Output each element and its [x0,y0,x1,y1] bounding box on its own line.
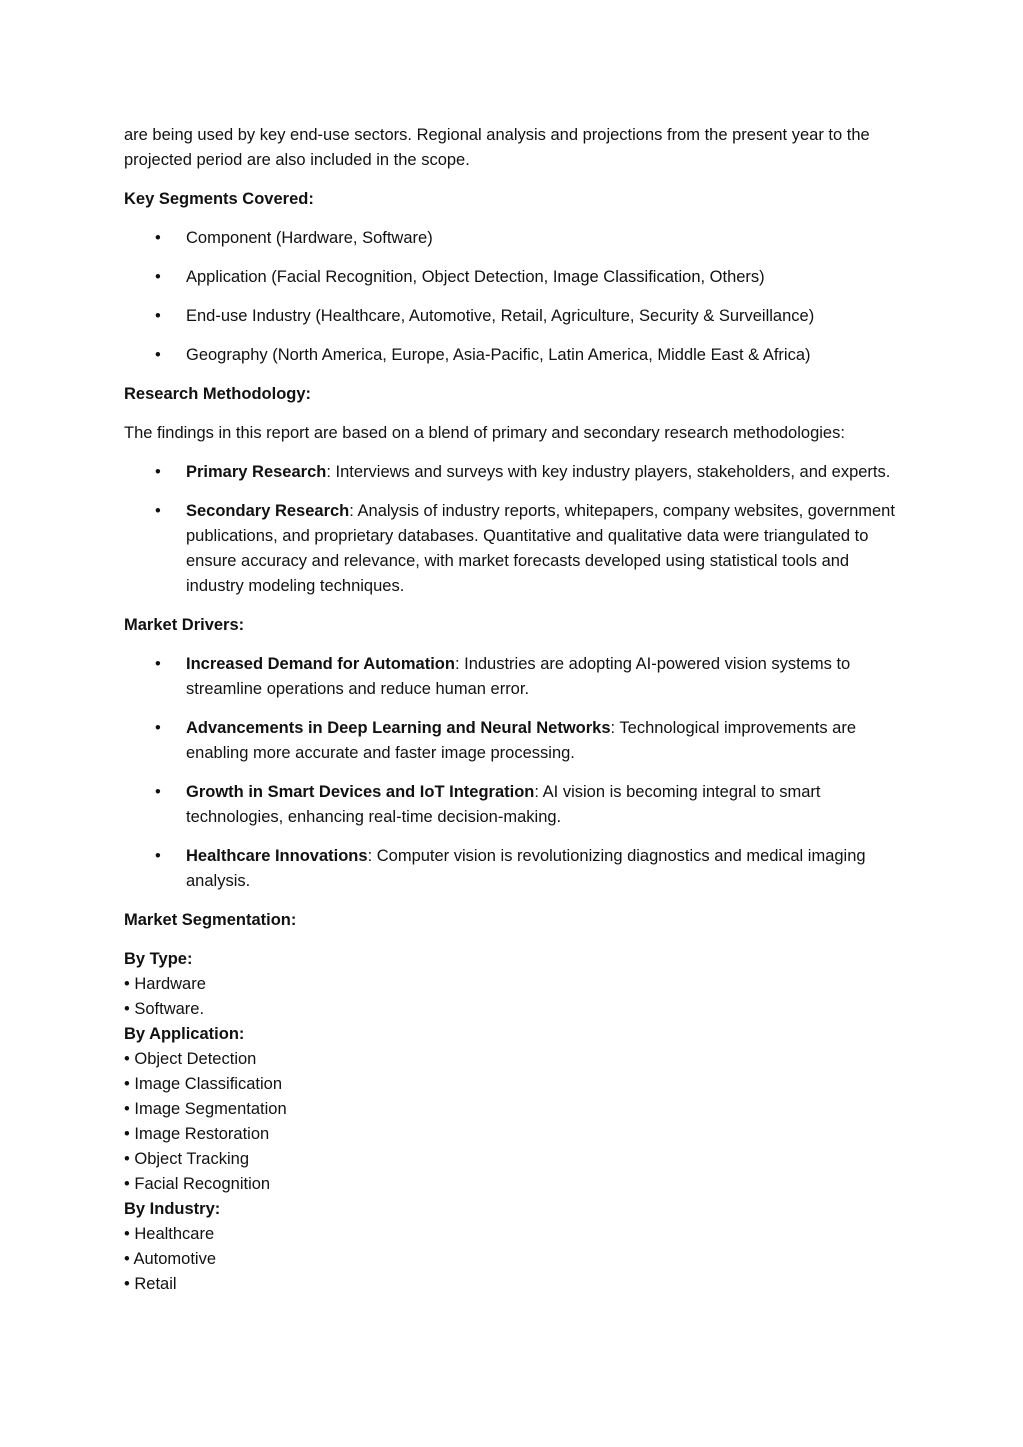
bullet-icon: • [155,268,161,286]
list-item [124,499,904,599]
list-item-text: : Analysis of industry reports, whitepapers, company websites, government publications, and proprietary databases. Quantitative and qualitative data were triangulated to ensure accuracy and relevance, with market forecasts developed using statistical tools and industry modeling techniques. [186,502,895,595]
bullet-icon: • [155,346,161,364]
list-item-text: : Industries are adopting AI-powered vision systems to streamline operations and reduce human error. [186,655,851,698]
list-item-term: Healthcare Innovations [186,847,368,865]
list-item-term: Advancements in Deep Learning and Neural Networks [186,719,611,737]
list-item-text: Component (Hardware, Software) [186,229,433,247]
list-item: • Image Segmentation [124,1100,287,1118]
list-item: • Image Restoration [124,1125,270,1143]
list-item [124,226,904,251]
list-item: • Healthcare [124,1225,215,1243]
document-page [124,123,904,1297]
list-item: • Retail [124,1275,177,1293]
list-item: • Facial Recognition [124,1175,271,1193]
by-industry-heading: By Industry: [124,1200,221,1218]
list-item: • Automotive [124,1250,216,1268]
research-methodology-list [124,460,904,599]
research-methodology-heading: Research Methodology: [124,385,312,403]
list-item [124,343,904,368]
list-item-term: Growth in Smart Devices and IoT Integration [186,783,535,801]
list-item-text: : Interviews and surveys with key industry players, stakeholders, and experts. [326,463,891,481]
list-item-text: : Computer vision is revolutionizing diagnostics and medical imaging analysis. [186,847,866,890]
bullet-icon: • [155,463,161,481]
list-item-term: Increased Demand for Automation [186,655,455,673]
list-item-term: Secondary Research [186,502,350,520]
segmentation-by-type [124,947,904,1022]
list-item: • Hardware [124,975,206,993]
bullet-icon: • [155,783,161,801]
list-item-term: Primary Research [186,463,327,481]
bullet-icon: • [155,229,161,247]
key-segments-heading: Key Segments Covered: [124,190,314,208]
segmentation-by-industry [124,1197,904,1297]
bullet-icon: • [155,847,161,865]
market-segmentation-heading: Market Segmentation: [124,911,297,929]
list-item [124,265,904,290]
list-item: • Object Detection [124,1050,257,1068]
list-item-text: Geography (North America, Europe, Asia-Pacific, Latin America, Middle East & Africa) [186,346,811,364]
bullet-icon: • [155,655,161,673]
list-item [124,460,904,485]
list-item [124,304,904,329]
list-item: • Software. [124,1000,205,1018]
list-item-text: : Technological improvements are enabling more accurate and faster image processing. [186,719,857,762]
market-drivers-heading: Market Drivers: [124,616,245,634]
list-item [124,652,904,702]
list-item: • Image Classification [124,1075,283,1093]
bullet-icon: • [155,307,161,325]
list-item: • Object Tracking [124,1150,249,1168]
list-item-text: End-use Industry (Healthcare, Automotive, Retail, Agriculture, Security & Surveillance) [186,307,815,325]
list-item [124,780,904,830]
list-item [124,844,904,894]
intro-paragraph: are being used by key end-use sectors. Regional analysis and projections from the present year to the projected period are also included in the scope. [124,126,870,169]
by-application-heading: By Application: [124,1025,245,1043]
segmentation-by-application [124,1022,904,1197]
bullet-icon: • [155,502,161,520]
list-item-text: Application (Facial Recognition, Object Detection, Image Classification, Others) [186,268,765,286]
market-drivers-list [124,652,904,894]
bullet-icon: • [155,719,161,737]
list-item [124,716,904,766]
research-methodology-intro: The findings in this report are based on a blend of primary and secondary research methodologies: [124,424,845,442]
key-segments-list [124,226,904,368]
by-type-heading: By Type: [124,950,193,968]
list-item-text: : AI vision is becoming integral to smart technologies, enhancing real-time decision-making. [186,783,821,826]
